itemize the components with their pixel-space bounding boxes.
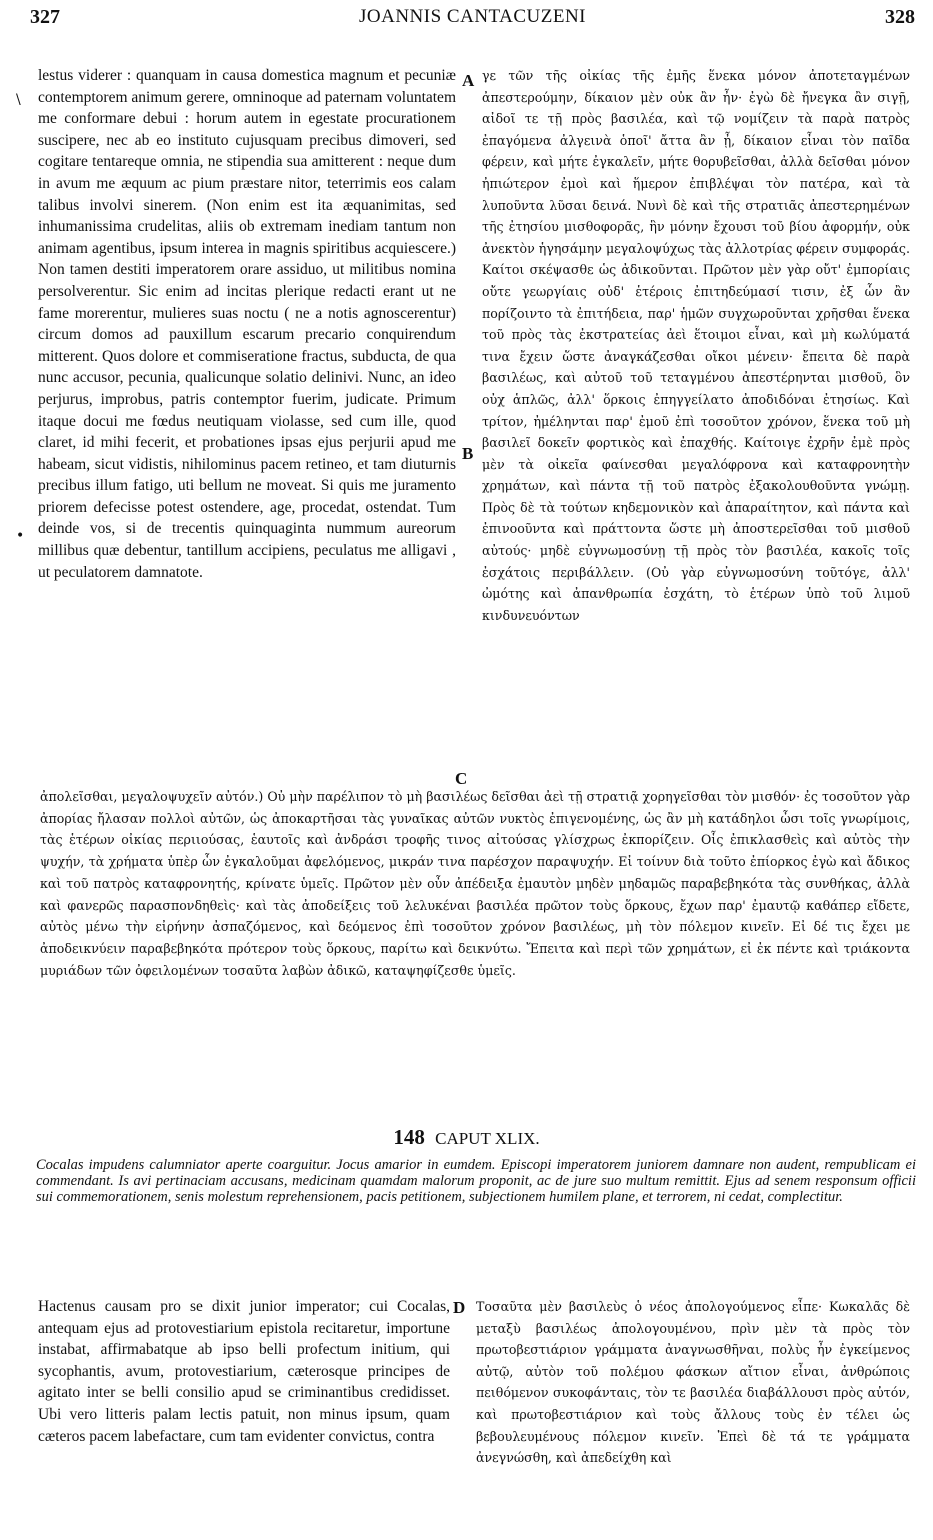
latin-text: Hactenus causam pro se dixit junior imperator; cui Cocalas, antequam ejus ad protovestiarium epistola recitaretur, importune instabat, affirmabatque ab ipso belli profectum initium, qui sycophantis, avum, protovestiarium, cæterosque principes de agitato inter se belli consilio apud se criminantibus credidisset. Ubi vero litteris palam lectis patuit, non minus ipsum, quam cæteros pacem labefactare, cum tam evidenter convictus, contra xyxy=(38,1298,450,1445)
greek-column-top xyxy=(482,65,910,783)
page-header xyxy=(30,6,915,36)
summary-text: Cocalas impudens calumniator aperte coarguitur. Jocus amarior in eumdem. Episcopi imperatorem juniorem damnare non audent, rempublicam ei commendant. Is avi pertinaciam accusans, medicinam quamdam malorum proponit, ac de jure suo multum remittit. Ejus ad senem responsum officii sui commemorationem, senis molestum reprehensionem, pacis petitionem, subjectionem humilem plane, et terrorem, ni cedat, complectitur. xyxy=(36,1157,916,1205)
chapter-summary xyxy=(36,1158,916,1205)
greek-column-bottom xyxy=(476,1296,910,1534)
chapter-title: CAPUT XLIX. xyxy=(435,1129,540,1148)
greek-full-width-block xyxy=(40,786,910,1118)
greek-text: Τοσαῦτα μὲν βασιλεὺς ὁ νέος ἀπολογούμενος εἶπε· Κωκαλᾶς δὲ μεταξὺ βασιλέως ἀπολογουμένου, πρὶν μὲν τὰ πρὸς τὸν πρωτοβεστιάριον γράμματα ἀναγνωσθῆναι, πολὺς ἦν ἐγκείμενος αὐτῷ, αὐτὸν τοῦ πολέμου φάσκων αἴτιον εἶναι, ἀνθρώποις πειθόμενον συκοφάνταις, τὸν τε βασιλέα διαβάλλουσι πρὸς αὐτόν, καὶ πρωτοβεστιάριον καὶ τοὺς ἄλλους τοὺς ἐν τέλει ὡς βεβουλευμένους πόλεμον κινεῖν. Ἐπεὶ δὲ τά τε γράμματα ἀνεγνώσθη, καὶ ἀπεδείχθη καὶ xyxy=(476,1299,910,1466)
greek-text: ἀπολεῖσθαι, μεγαλοψυχεῖν αὐτόν.) Οὐ μὴν παρέλιπον τὸ μὴ βασιλέως δεῖσθαι ἀεὶ τῇ στρατιᾷ χορηγεῖσθαι τὸν μισθόν· ἐς τοσοῦτον γὰρ ἀπορίας ἤλασαν πολλοὶ αὐτῶν, ὡς ἀποκαρτῆσαι τὰς γυναῖκας αὐτῶν νυκτὸς ἐπιγενομένης, ὡς ἂν μὴ κατάδηλοι ὦσι τοῖς γνωρίμοις, τὰς ἑτέρων οἰκίας περιιούσας, ἑαυτοῖς καὶ ἀνδράσι τροφῆς τινος αἰτούσας γλίσχρως ἐκπορίζειν. Οἷς ἐπικλασθεὶς καὶ αὐτὸς τὴν ψυχήν, τὰ χρήματα ὑπὲρ ὧν ἐγκαλοῦμαι ἀφελόμενος, μικράν τινα παρέσχον παραψυχήν. Εἰ τοίνυν διὰ τοῦτο ἐπίορκος ἐγὼ καὶ ἄδικος καὶ τοῦ πατρὸς καταφρονητής, κρίνατε ὑμεῖς. Πρῶτον μὲν οὖν ἀπέδειξα ἐμαυτὸν μηδὲν μηδαμῶς παραβεβηκότα τὰς συνθήκας, ἀλλὰ καὶ φανερῶς παρασπονδηθεὶς· καὶ τὰς ἀποδείξεις τοῦ λελυκέναι βασιλέα πρῶτον τοὺς ὅρκους, ἔχων παρ' ἐμαυτῷ καθάπερ εἴδετε, αὐτὸς μένω τὴν εἰρήνην ἀσπαζόμενος, καὶ δεόμενος ἐπὶ τοσοῦτον χρόνον βασιλέως, μὴ τὸν πόλεμον κινεῖν. Εἰ δέ τις ἔχει με ἀποδεικνύειν παραβεβηκότα πρότερον τοὺς ὅρκους, παρίτω καὶ δεικνύτω. Ἔπειτα καὶ περὶ τῶν χρημάτων, εἰ ἐκ πέντε καὶ τριάκοντα μυριάδων τῶν ὀφειλομένων τοσαῦτα λαβὼν ἀδικῶ, καταψηφίζεσθε ὑμεῖς. xyxy=(40,789,910,978)
margin-marker-c: C xyxy=(455,769,468,788)
latin-column-bottom xyxy=(38,1296,450,1534)
margin-marker-a: A xyxy=(462,71,475,90)
latin-text: lestus viderer : quanquam in causa domestica magnum et pecuniæ contemptorem animum gerere, omninoque ad paternam voluntatem me conformare debui : horum autem in egestate procurationem suscipere, nec ab eo instituto cujusquam precibus dimoveri, sed cogitare tentareque omnia, ne stipendia sua amitterent : neque dum in avum me æquum ac pium præstare nitor, teterrimis eos calam talibus involvi sinerem. (Non enim est ita æquanimitas, sed inhumanissima crudelitas, aliis ob extremam inediam tantum non animam agentibus, ipsum interea in magnis spiritibus acquiescere.) Non tamen destiti imperatorem orare assiduo, ut militibus nomina persolverentur. Sic enim ad incitas plerique redacti erant ut ne fame morerentur, mulieres suas noctu ( ne a notis agnoscerentur) circum domos ad pauxillum escarum precario conquirendum mitterent. Quos dolore et commiseratione fractus, subducta, de qua nunc accusor, pecunia, qualicunque solatio delinivi. Nunc, an ideo perjurus, improbus, patris contemptor fuerim, judicate. Primum itaque docui me fœdus neutiquam violasse, sed cum ille, quod claret, id mihi fecerit, et probationes ipsas ejus perjurii apud me habeam, sicut vidistis, nihilominus pacem retineo, et tam diuturnis precibus illum fatigo, uti bellum ne moveat. Si quis me juramento priorem defecisse potest ostendere, age, procedat, ostendat. Tum deinde vos, si de trecentis quinquaginta nummum aureorum millibus quæ debentur, tantillum accipiens, peculatus me alligavi , ut peculatorem damnatote. xyxy=(38,67,456,581)
page-number-right: 328 xyxy=(885,6,915,28)
latin-column-top xyxy=(38,65,456,783)
margin-marker-d: D xyxy=(453,1298,466,1317)
greek-text: γε τῶν τῆς οἰκίας τῆς ἐμῆς ἕνεκα μόνον ἀποτεταγμένων ἀπεστερούμην, δίκαιον μὲν οὐκ ἂν ἦν· ἐγὼ δὲ ἤνεγκα ἂν σιγῇ, αἰδοῖ τε τῇ πρὸς βασιλέα, καὶ τῷ νομίζειν τὰ παρὰ πατρὸς ἐπαγόμενα ἀλγεινὰ ὁποῖ' ἄττα ἂν ᾖ, δίκαιον εἶναι τὸν παῖδα φέρειν, καὶ μήτε ἐγκαλεῖν, μήτε θορυβεῖσθαι, ἀλλὰ δεῖσθαι μόνον ἠπιώτερον ἐμοὶ καὶ ἥμερον ἐπιβλέψαι τὸν πατέρα, καὶ τὰ λυποῦντα λῦσαι δεινά. Νυνὶ δὲ καὶ τῆς στρατιᾶς ἀπεστερημένων τῆς ἐτησίου μισθοφορᾶς, ἣν μόνην ἔχουσι τοῦ βίου ἀφορμήν, οὐκ ἀνεκτὸν ἡγησάμην μεγαλοψύχως τὰς ἀλλοτρίας φέρειν συμφοράς. Καίτοι σκέψασθε ὡς ἀδικοῦνται. Πρῶτον μὲν γὰρ οὔτ' ἐμπορίαις οὔτε γεωργίαις οὐδ' ἑτέροις ἐπιτηδεύμασί τισιν, ἐξ ὧν ἂν πορίζοιντο τὰ ἐπιτήδεια, παρ' ἡμῶν συγχωροῦνται χρῆσθαι ἕνεκα τοῦ πρὸς τὰς ἐκστρατείας ἀεὶ ἕτοιμοι εἶναι, καὶ μὴ κωλύματά τινα ἔχειν ὥστε ἀναγκάζεσθαι οἴκοι μένειν· ἔπειτα δὲ παρὰ βασιλέως, καὶ αὐτοῦ τοῦ τεταγμένου ἀπεστέρηνται μισθοῦ, ὃν οὐχ ἁπλῶς, ἀλλ' ὅρκοις ἐπηγγείλατο ἀποδιδόναι ἐτησίως. Καὶ τρίτον, ἠμέληνται παρ' ἐμοῦ ἐπὶ τοσοῦτον χρόνον, ἕνεκα τοῦ μὴ βασιλεῖ δοκεῖν φορτικὸς καὶ ἐπαχθής. Καίτοιγε ἐχρῆν ἐμὲ πρὸς μὲν τὰ οἰκεῖα φαίνεσθαι μεγαλόφρονα καὶ καταφρονητὴν χρημάτων, καὶ πάντα τῇ τοῦ πατρὸς ἐξακολουθοῦντα γνώμῃ. Πρὸς δὲ τὰ τούτων κηδεμονικὸν καὶ ἀπαραίτητον, καὶ πάντα καὶ ἐπινοοῦντα καὶ πράττοντα ὥστε μὴ ἀποστερεῖσθαι τοῦ μισθοῦ αὐτούς· μηδὲ εὐγνωμοσύνῃ τῇ πρὸς τὸν βασιλέα, κακοῖς τοῖς ἐσχάτοις περιβάλλειν. (Οὐ γὰρ εὐγνωμοσύνη τοῦτόγε, ἀλλ' ὠμότης καὶ ἀπανθρωπία ἐσχάτη, τὸ ἑτέρων ὑπὸ τοῦ λιμοῦ κινδυνευόντων xyxy=(482,68,910,623)
margin-marker-b: B xyxy=(462,444,474,463)
chapter-heading xyxy=(0,1125,933,1150)
margin-mark: \ xyxy=(16,92,21,108)
page-number-left: 327 xyxy=(30,6,60,28)
running-title: JOANNIS CANTACUZENI xyxy=(359,6,586,27)
chapter-number: 148 xyxy=(393,1125,425,1149)
margin-mark: • xyxy=(16,528,25,544)
